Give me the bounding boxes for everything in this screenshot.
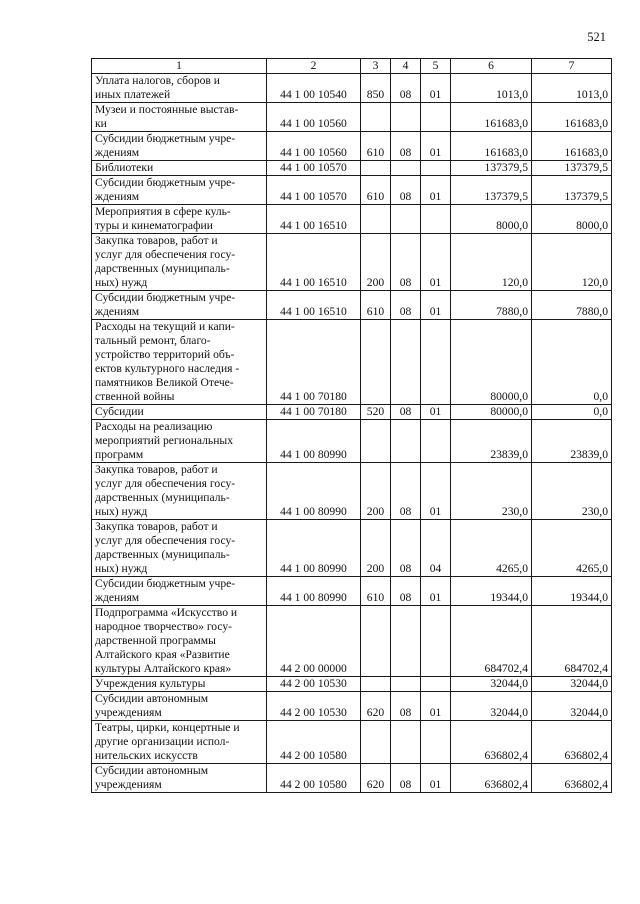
- row-name-cell: [92, 132, 267, 161]
- row-name-line: учреждениям: [95, 706, 162, 719]
- row-rz-cell: 08: [391, 176, 421, 205]
- row-sum1-cell: 230,0: [451, 463, 532, 520]
- row-code-cell: 44 1 00 70180: [267, 320, 361, 405]
- row-name-cell: [92, 721, 267, 764]
- row-sum1-cell: 23839,0: [451, 420, 532, 463]
- row-vr-cell: [361, 721, 391, 764]
- row-name-line: Расходы на текущий и капи-: [95, 320, 235, 333]
- row-sum1-cell: 161683,0: [451, 132, 532, 161]
- row-sum2-cell: 230,0: [532, 463, 612, 520]
- row-vr-cell: 200: [361, 234, 391, 291]
- row-name-line: ственной войны: [95, 390, 175, 403]
- row-name-line: программ: [95, 448, 144, 461]
- row-code-cell: 44 1 00 80990: [267, 577, 361, 606]
- row-name-line: нительских искусств: [95, 749, 198, 762]
- row-sum2-cell: 161683,0: [532, 132, 612, 161]
- row-name-line: Закупка товаров, работ и: [95, 463, 218, 476]
- row-code-cell: 44 1 00 10570: [267, 161, 361, 176]
- row-name-line: Субсидии: [95, 405, 144, 418]
- row-name-line: устройство территорий объ-: [95, 348, 235, 361]
- row-vr-cell: [361, 161, 391, 176]
- row-name-line: ектов культурного наследия -: [95, 362, 240, 375]
- row-name-line: Субсидии бюджетным учре-: [95, 577, 236, 590]
- row-rz-cell: 08: [391, 74, 421, 103]
- row-name-cell: [92, 161, 267, 176]
- row-name-cell: [92, 176, 267, 205]
- row-name-cell: [92, 291, 267, 320]
- row-name-cell: [92, 692, 267, 721]
- row-sum2-cell: 8000,0: [532, 205, 612, 234]
- table-body: [92, 74, 612, 793]
- row-name-cell: [92, 677, 267, 692]
- row-name-line: услуг для обеспечения госу-: [95, 248, 236, 261]
- row-name-line: ных) нужд: [95, 505, 148, 518]
- row-name-line: Подпрограмма «Искусство и: [95, 606, 238, 619]
- row-sum2-cell: 120,0: [532, 234, 612, 291]
- row-pr-cell: 04: [421, 520, 451, 577]
- row-name-line: дарственных (муниципаль-: [95, 548, 230, 561]
- row-code-cell: 44 1 00 16510: [267, 205, 361, 234]
- row-name-line: дарственных (муниципаль-: [95, 491, 230, 504]
- row-name-cell: [92, 234, 267, 291]
- row-sum1-cell: 80000,0: [451, 405, 532, 420]
- row-sum1-cell: 161683,0: [451, 103, 532, 132]
- row-code-cell: 44 1 00 10570: [267, 176, 361, 205]
- row-sum2-cell: 161683,0: [532, 103, 612, 132]
- row-pr-cell: 01: [421, 764, 451, 793]
- row-sum2-cell: 32044,0: [532, 692, 612, 721]
- table-header-row: [92, 59, 612, 74]
- row-name-cell: [92, 463, 267, 520]
- table-row: [92, 764, 612, 793]
- column-header: 1: [92, 59, 267, 74]
- row-vr-cell: [361, 606, 391, 677]
- table-row: [92, 463, 612, 520]
- row-sum2-cell: 4265,0: [532, 520, 612, 577]
- row-sum1-cell: 32044,0: [451, 692, 532, 721]
- row-sum2-cell: 636802,4: [532, 721, 612, 764]
- row-code-cell: 44 1 00 10560: [267, 103, 361, 132]
- row-rz-cell: 08: [391, 405, 421, 420]
- table-row: [92, 291, 612, 320]
- table-row: [92, 692, 612, 721]
- row-vr-cell: [361, 103, 391, 132]
- row-pr-cell: [421, 721, 451, 764]
- row-rz-cell: 08: [391, 520, 421, 577]
- row-name-line: народное творчество» госу-: [95, 620, 233, 633]
- row-pr-cell: 01: [421, 577, 451, 606]
- row-vr-cell: 610: [361, 132, 391, 161]
- row-sum1-cell: 120,0: [451, 234, 532, 291]
- row-name-line: ждениям: [95, 305, 140, 318]
- row-name-line: Мероприятия в сфере куль-: [95, 205, 231, 218]
- table-row: [92, 677, 612, 692]
- row-rz-cell: [391, 420, 421, 463]
- table-row: [92, 606, 612, 677]
- row-name-line: другие организации испол-: [95, 735, 230, 748]
- row-sum2-cell: 636802,4: [532, 764, 612, 793]
- row-name-line: учреждениям: [95, 778, 162, 791]
- row-vr-cell: [361, 677, 391, 692]
- row-name-line: Субсидии автономным: [95, 692, 209, 705]
- column-header: 4: [391, 59, 421, 74]
- row-rz-cell: [391, 721, 421, 764]
- row-name-line: культуры Алтайского края»: [95, 662, 232, 675]
- table-row: [92, 74, 612, 103]
- table-row: [92, 577, 612, 606]
- row-vr-cell: [361, 205, 391, 234]
- row-name-line: Театры, цирки, концертные и: [95, 721, 240, 734]
- row-rz-cell: [391, 161, 421, 176]
- row-pr-cell: [421, 205, 451, 234]
- row-code-cell: 44 2 00 10530: [267, 677, 361, 692]
- row-pr-cell: [421, 420, 451, 463]
- table-row: [92, 205, 612, 234]
- row-code-cell: 44 1 00 16510: [267, 291, 361, 320]
- row-name-line: Субсидии бюджетным учре-: [95, 291, 236, 304]
- row-name-cell: [92, 606, 267, 677]
- row-vr-cell: 850: [361, 74, 391, 103]
- row-name-line: Расходы на реализацию: [95, 420, 213, 433]
- row-pr-cell: 01: [421, 234, 451, 291]
- table-row: [92, 161, 612, 176]
- page-number: 521: [587, 30, 606, 44]
- row-code-cell: 44 1 00 80990: [267, 463, 361, 520]
- row-name-line: дарственных (муниципаль-: [95, 262, 230, 275]
- row-vr-cell: 610: [361, 577, 391, 606]
- row-sum1-cell: 32044,0: [451, 677, 532, 692]
- row-vr-cell: 620: [361, 764, 391, 793]
- row-code-cell: 44 2 00 10530: [267, 692, 361, 721]
- row-name-line: иных платежей: [95, 88, 171, 101]
- row-pr-cell: 01: [421, 176, 451, 205]
- row-code-cell: 44 2 00 00000: [267, 606, 361, 677]
- row-sum1-cell: 4265,0: [451, 520, 532, 577]
- row-sum1-cell: 636802,4: [451, 764, 532, 793]
- row-sum1-cell: 137379,5: [451, 176, 532, 205]
- row-name-line: тальный ремонт, благо-: [95, 334, 211, 347]
- row-pr-cell: 01: [421, 692, 451, 721]
- row-vr-cell: 200: [361, 463, 391, 520]
- row-rz-cell: [391, 677, 421, 692]
- row-code-cell: 44 1 00 10540: [267, 74, 361, 103]
- row-pr-cell: 01: [421, 132, 451, 161]
- row-name-cell: [92, 405, 267, 420]
- row-rz-cell: 08: [391, 132, 421, 161]
- row-rz-cell: 08: [391, 234, 421, 291]
- budget-table: [91, 58, 612, 793]
- row-name-line: ждениям: [95, 190, 140, 203]
- row-pr-cell: [421, 161, 451, 176]
- row-name-cell: [92, 74, 267, 103]
- row-code-cell: 44 1 00 70180: [267, 405, 361, 420]
- row-name-line: ки: [95, 117, 107, 130]
- row-name-line: Субсидии автономным: [95, 764, 209, 777]
- row-name-cell: [92, 205, 267, 234]
- row-rz-cell: [391, 320, 421, 405]
- row-sum1-cell: 636802,4: [451, 721, 532, 764]
- column-header: 6: [451, 59, 532, 74]
- row-sum2-cell: 1013,0: [532, 74, 612, 103]
- row-name-line: Закупка товаров, работ и: [95, 520, 218, 533]
- row-name-line: Уплата налогов, сборов и: [95, 74, 221, 87]
- row-pr-cell: 01: [421, 74, 451, 103]
- row-sum1-cell: 137379,5: [451, 161, 532, 176]
- table-row: [92, 320, 612, 405]
- column-header: 2: [267, 59, 361, 74]
- row-code-cell: 44 1 00 10560: [267, 132, 361, 161]
- row-rz-cell: 08: [391, 463, 421, 520]
- row-rz-cell: [391, 606, 421, 677]
- row-name-cell: [92, 520, 267, 577]
- row-name-line: дарственной программы: [95, 634, 216, 647]
- row-sum2-cell: 23839,0: [532, 420, 612, 463]
- row-name-line: Субсидии бюджетным учре-: [95, 132, 236, 145]
- table-row: [92, 420, 612, 463]
- row-sum1-cell: 7880,0: [451, 291, 532, 320]
- row-name-line: туры и кинематографии: [95, 219, 213, 232]
- row-name-line: услуг для обеспечения госу-: [95, 534, 236, 547]
- row-vr-cell: [361, 420, 391, 463]
- row-sum2-cell: 19344,0: [532, 577, 612, 606]
- row-name-line: Субсидии бюджетным учре-: [95, 176, 236, 189]
- row-sum2-cell: 32044,0: [532, 677, 612, 692]
- table-row: [92, 103, 612, 132]
- row-vr-cell: 520: [361, 405, 391, 420]
- row-pr-cell: 01: [421, 291, 451, 320]
- row-sum1-cell: 19344,0: [451, 577, 532, 606]
- row-sum2-cell: 137379,5: [532, 161, 612, 176]
- row-sum2-cell: 7880,0: [532, 291, 612, 320]
- row-name-cell: [92, 577, 267, 606]
- row-name-line: Учреждения культуры: [95, 677, 206, 690]
- table-row: [92, 405, 612, 420]
- row-vr-cell: 620: [361, 692, 391, 721]
- row-code-cell: 44 1 00 80990: [267, 520, 361, 577]
- row-sum1-cell: 684702,4: [451, 606, 532, 677]
- row-name-line: ных) нужд: [95, 562, 148, 575]
- column-header: 5: [421, 59, 451, 74]
- row-pr-cell: [421, 103, 451, 132]
- row-sum1-cell: 1013,0: [451, 74, 532, 103]
- row-name-cell: [92, 103, 267, 132]
- row-name-line: Закупка товаров, работ и: [95, 234, 218, 247]
- table-row: [92, 721, 612, 764]
- row-sum2-cell: 0,0: [532, 405, 612, 420]
- row-name-line: Библиотеки: [95, 161, 154, 174]
- column-header: 7: [532, 59, 612, 74]
- row-name-line: услуг для обеспечения госу-: [95, 477, 236, 490]
- row-pr-cell: 01: [421, 405, 451, 420]
- row-sum2-cell: 137379,5: [532, 176, 612, 205]
- row-pr-cell: [421, 677, 451, 692]
- row-code-cell: 44 2 00 10580: [267, 764, 361, 793]
- row-sum1-cell: 8000,0: [451, 205, 532, 234]
- row-sum2-cell: 684702,4: [532, 606, 612, 677]
- row-rz-cell: 08: [391, 692, 421, 721]
- row-rz-cell: 08: [391, 577, 421, 606]
- column-header: 3: [361, 59, 391, 74]
- table-row: [92, 176, 612, 205]
- row-pr-cell: [421, 606, 451, 677]
- row-name-line: мероприятий региональных: [95, 434, 234, 447]
- row-name-line: Музеи и постоянные выстав-: [95, 103, 239, 116]
- row-code-cell: 44 1 00 80990: [267, 420, 361, 463]
- table-row: [92, 234, 612, 291]
- row-name-cell: [92, 320, 267, 405]
- row-rz-cell: 08: [391, 764, 421, 793]
- row-rz-cell: 08: [391, 291, 421, 320]
- row-name-cell: [92, 764, 267, 793]
- row-code-cell: 44 2 00 10580: [267, 721, 361, 764]
- row-name-cell: [92, 420, 267, 463]
- row-rz-cell: [391, 103, 421, 132]
- row-vr-cell: 610: [361, 176, 391, 205]
- row-sum2-cell: 0,0: [532, 320, 612, 405]
- row-vr-cell: 610: [361, 291, 391, 320]
- row-name-line: Алтайского края «Развитие: [95, 648, 230, 661]
- row-sum1-cell: 80000,0: [451, 320, 532, 405]
- row-code-cell: 44 1 00 16510: [267, 234, 361, 291]
- row-vr-cell: 200: [361, 520, 391, 577]
- row-pr-cell: [421, 320, 451, 405]
- row-name-line: ждениям: [95, 146, 140, 159]
- table-row: [92, 132, 612, 161]
- row-pr-cell: 01: [421, 463, 451, 520]
- table-row: [92, 520, 612, 577]
- row-rz-cell: [391, 205, 421, 234]
- row-name-line: памятников Великой Отече-: [95, 376, 234, 389]
- row-name-line: ждениям: [95, 591, 140, 604]
- row-vr-cell: [361, 320, 391, 405]
- row-name-line: ных) нужд: [95, 276, 148, 289]
